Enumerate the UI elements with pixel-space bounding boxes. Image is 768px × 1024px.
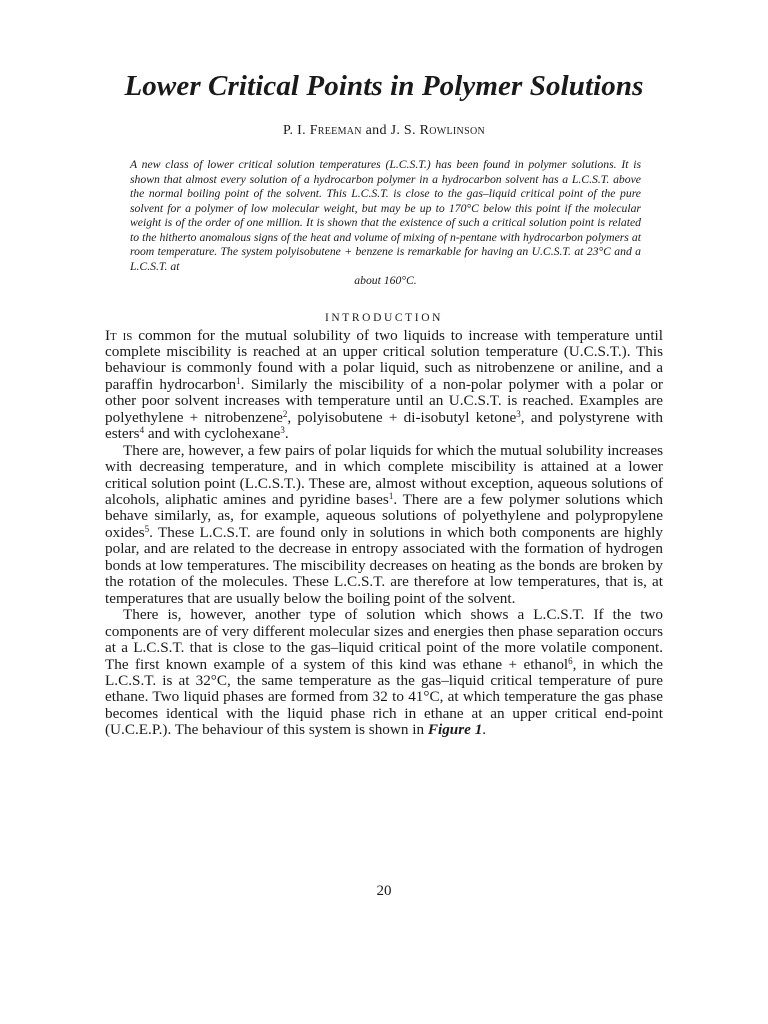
paragraph-1-text-6: . [284, 425, 289, 443]
author1-initials: P. I. [283, 123, 306, 138]
paragraph-2-text-3: . These L.C.S.T. are found only in solutions in which both components are highly polar, and are related to the decrease in entropy associated with the formation of hydrogen bonds at low temperatures. The miscibility decreases on heating as the bonds are broken by the rotation of the molecules. These L.C.S.T. are therefore at low temperatures, that is, at temperatures that are usually below the boiling point of the solvent. [105, 523, 663, 607]
figure-reference-link[interactable]: Figure 1 [427, 721, 483, 739]
abstract [130, 158, 641, 289]
author2-initials: J. S. [390, 123, 416, 138]
paper-page [105, 68, 663, 739]
reference-marker: 2 [282, 408, 288, 419]
abstract-text: A new class of lower critical solution temperatures (L.C.S.T.) has been found in polymer solutions. It is shown that almost every solution of a hydrocarbon polymer in a hydrocarbon solvent has a L.C.S.T. above the normal boiling point of the solvent. This L.C.S.T. is close to the gas–liquid critical point of the pure solvent for a polymer of low molecular weight, but may be up to 170°C below this point if the molecular weight is of the order of one million. It is shown that the existence of such a critical solution point is related to the hitherto anomalous signs of the heat and volume of mixing of n-pentane with hydrocarbon polymers at room temperature. The system polyisobutene + benzene is remarkable for having an U.C.S.T. at 23°C and a L.C.S.T. at [130, 158, 641, 273]
paragraph-3-text-2: , in which the L.C.S.T. is at 32°C, the same temperature as the gas–liquid critical temperature of pure ethane. Two liquid phases are formed from 32 to 41°C, at which temperature the gas phase becomes identical with the liquid phase rich in ethane at an upper critical end-point (U.C.E.P.). The behaviour of this system is shown in [105, 655, 663, 739]
section-heading: INTRODUCTION [324, 311, 444, 324]
reference-marker: 5 [144, 523, 150, 534]
reference-marker: 6 [568, 655, 573, 666]
paragraph-1-text-4: , and polystyrene with esters [105, 408, 663, 443]
body-text [105, 328, 663, 739]
abstract-last-line: about 160°C. [354, 274, 417, 287]
paragraph-lead: It is [105, 326, 133, 344]
page-number: 20 [376, 883, 392, 899]
author-line [105, 122, 663, 140]
paragraph-2 [105, 443, 663, 608]
paragraph-3-text-1: There is, however, another type of solution which shows a L.C.S.T. If the two components are of very different molecular sizes and energies then phase separation occurs at a L.C.S.T. that is close to the gas–liquid critical point of the more volatile component. The first known example of a system of this kind was ethane + ethanol [105, 606, 663, 673]
reference-marker: 4 [139, 425, 145, 436]
author-conjunction: and [365, 123, 387, 138]
paragraph-1-text-3: , polyisobutene + di-isobutyl ketone [287, 408, 517, 426]
paragraph-2-text-1: There are, however, a few pairs of polar liquids for which the mutual solubility increases with decreasing temperature, and in which complete miscibility is attained at a lower critical solution point (L.C.S.T.). These are, almost without exception, aqueous solutions of alcohols, aliphatic amines and pyridine bases [105, 441, 663, 509]
reference-marker: 3 [516, 408, 521, 419]
paper-title: Lower Critical Points in Polymer Solutions [124, 70, 644, 102]
reference-marker: 1 [236, 375, 241, 386]
author2-surname: Rowlinson [419, 123, 485, 138]
reference-marker: 3 [280, 425, 285, 436]
paragraph-3-text-3: . [482, 721, 487, 739]
paragraph-1-text-5: and with cyclohexane [144, 425, 281, 443]
paragraph-1-text-1: common for the mutual solubility of two liquids to increase with temperature until complete miscibility is reached at an upper critical solution temperature (U.C.S.T.). This behaviour is commonly found with a polar liquid, such as nitrobenzene or aniline, and a paraffin hydrocarbon [105, 326, 664, 393]
paragraph-1-text-2: . Similarly the miscibility of a non-polar polymer with a polar or other poor solvent increases with temperature until an U.C.S.T. is reached. Examples are polyethylene + nitrobenzene [105, 375, 663, 426]
paragraph-1 [105, 328, 663, 443]
paragraph-3 [105, 607, 663, 739]
reference-marker: 1 [388, 491, 394, 502]
author1-surname: Freeman [309, 123, 362, 138]
paragraph-2-text-2: . There are a few polymer solutions which behave similarly, as, for example, aqueous solutions of polyethylene and polypropylene oxides [105, 491, 664, 541]
